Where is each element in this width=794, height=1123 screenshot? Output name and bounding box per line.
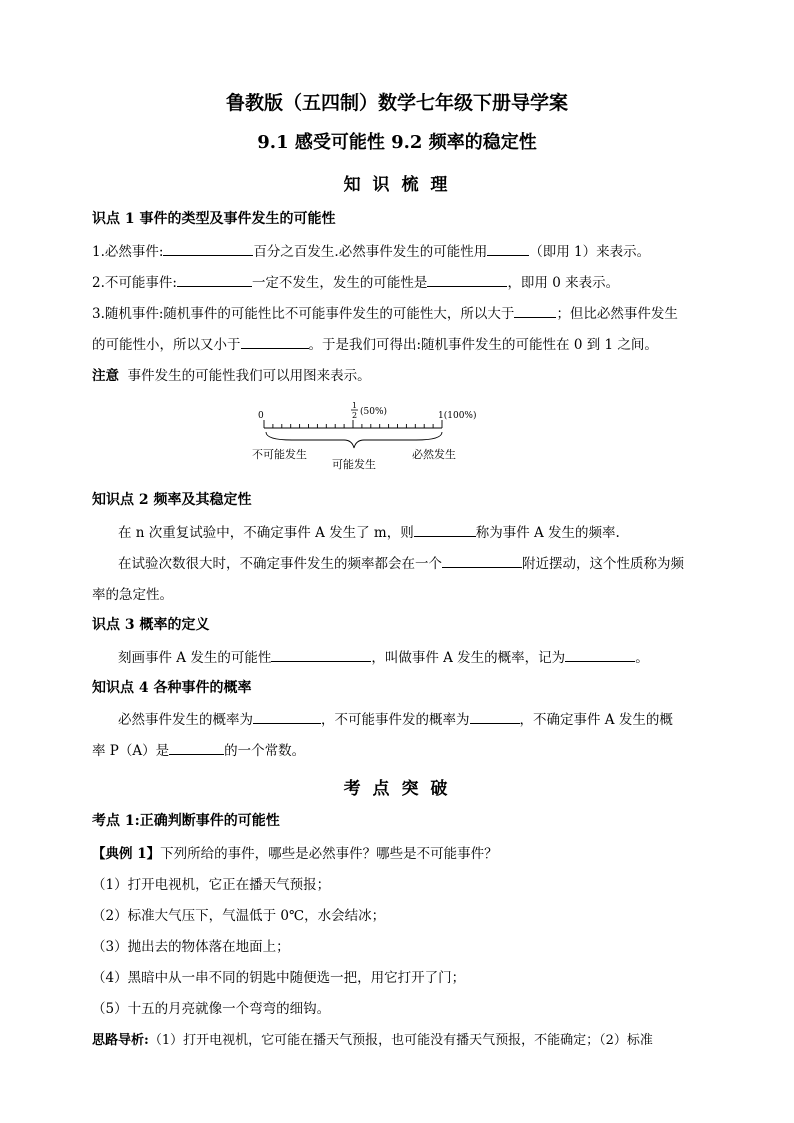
document-title: 鲁教版（五四制）数学七年级下册导学案 bbox=[225, 92, 568, 114]
analysis bbox=[92, 1029, 653, 1048]
label-half-numerator: 1 bbox=[352, 402, 358, 410]
fill-blank[interactable] bbox=[241, 336, 309, 349]
analysis-label: 思路导析: bbox=[92, 1033, 149, 1048]
kp1-line-1 bbox=[92, 240, 650, 260]
scale-ticks bbox=[264, 420, 442, 428]
label-impossible: 不可能发生 bbox=[252, 448, 307, 461]
text: 一定不发生，发生的可能性是 bbox=[251, 275, 428, 291]
kp2-heading: 知识点 2 频率及其稳定性 bbox=[92, 492, 252, 508]
text: 事件发生的可能性我们可以用图来表示。 bbox=[127, 368, 371, 384]
probability-scale-svg bbox=[252, 402, 488, 474]
text: 3.随机事件:随机事件的可能性比不可能事件发生的可能性大，所以大于 bbox=[92, 306, 515, 322]
label-one: 1(100%) bbox=[438, 411, 477, 421]
text: ，即用 0 来表示。 bbox=[507, 275, 620, 291]
fill-blank[interactable] bbox=[169, 742, 224, 755]
fill-blank[interactable] bbox=[427, 274, 507, 287]
probability-scale-diagram bbox=[252, 402, 488, 474]
text: 在试验次数很大时，不确定事件发生的频率都会在一个 bbox=[118, 556, 442, 572]
text: 附近摆动，这个性质称为频 bbox=[522, 556, 684, 572]
text: ，不可能事件发的概率为 bbox=[321, 712, 470, 728]
fill-blank[interactable] bbox=[442, 555, 522, 568]
kp4-heading: 知识点 4 各种事件的概率 bbox=[92, 680, 252, 696]
text: 的可能性小，所以又小于 bbox=[92, 337, 241, 353]
kp4-para-cont bbox=[92, 739, 305, 759]
lesson-subtitle: 9.1 感受可能性 9.2 频率的稳定性 bbox=[257, 132, 537, 153]
text: 。 bbox=[635, 650, 649, 666]
fill-blank[interactable] bbox=[163, 243, 253, 256]
text: 称为事件 A 发生的频率. bbox=[475, 525, 620, 541]
text: ，不确定事件 A 发生的概 bbox=[519, 712, 673, 728]
fill-blank[interactable] bbox=[514, 305, 556, 318]
text: ，叫做事件 A 发生的概率，记为 bbox=[371, 650, 566, 666]
text: 刻画事件 A 发生的可能性 bbox=[118, 650, 272, 666]
example-item: （3）抛出去的物体落在地面上； bbox=[92, 939, 290, 955]
text: 率 P（A）是 bbox=[92, 743, 170, 759]
kp4-para bbox=[118, 708, 673, 728]
text: 下列所给的事件，哪些是必然事件？哪些是不可能事件？ bbox=[160, 846, 498, 862]
text: （1）打开电视机，它可能在播天气预报，也可能没有播天气预报，不能确定；（2）标准 bbox=[148, 1033, 653, 1048]
text: 2.不可能事件: bbox=[92, 275, 177, 291]
example-item: （2）标准大气压下，气温低于 0℃，水会结冰； bbox=[92, 908, 386, 924]
fill-blank[interactable] bbox=[470, 711, 520, 724]
example-item: （4）黑暗中从一串不同的钥匙中随便选一把，用它打开了门； bbox=[92, 970, 466, 986]
label-certain: 必然发生 bbox=[412, 448, 456, 461]
text: 必然事件发生的概率为 bbox=[118, 712, 253, 728]
kp1-line-2 bbox=[92, 271, 619, 291]
label-possible: 可能发生 bbox=[332, 458, 376, 471]
possible-brace bbox=[266, 432, 442, 448]
kp3-para bbox=[118, 646, 649, 666]
text: ；但比必然事件发生 bbox=[556, 306, 678, 322]
section-header-exam: 考 点 突 破 bbox=[343, 779, 451, 799]
label-half-percent: (50%) bbox=[360, 407, 388, 417]
fill-blank[interactable] bbox=[565, 649, 635, 662]
kp1-heading: 识点 1 事件的类型及事件发生的可能性 bbox=[92, 211, 336, 227]
fill-blank[interactable] bbox=[271, 649, 371, 662]
label-half-denominator: 2 bbox=[352, 411, 358, 420]
exam-point-1-heading: 考点 1:正确判断事件的可能性 bbox=[92, 813, 280, 829]
fill-blank[interactable] bbox=[487, 243, 529, 256]
example-item: （5）十五的月亮就像一个弯弯的细钩。 bbox=[92, 1001, 331, 1017]
section-header-knowledge: 知 识 梳 理 bbox=[343, 175, 451, 195]
fill-blank[interactable] bbox=[253, 711, 321, 724]
text: 1.必然事件: bbox=[92, 244, 164, 260]
example-label: 【典例 1】 bbox=[92, 846, 161, 862]
text: 在 n 次重复试验中，不确定事件 A 发生了 m，则 bbox=[118, 525, 414, 541]
kp1-note bbox=[92, 364, 371, 384]
fill-blank[interactable] bbox=[414, 524, 476, 537]
fill-blank[interactable] bbox=[177, 274, 252, 287]
kp2-para-1 bbox=[118, 521, 620, 541]
example-1 bbox=[92, 842, 498, 862]
text: （即用 1）来表示。 bbox=[529, 244, 651, 260]
text: 百分之百发生.必然事件发生的可能性用 bbox=[253, 244, 488, 260]
kp2-para-2 bbox=[118, 552, 684, 572]
kp1-line-3 bbox=[92, 302, 678, 322]
text: 。于是我们可得出:随机事件发生的可能性在 0 到 1 之间。 bbox=[308, 337, 658, 353]
note-label: 注意 bbox=[92, 368, 119, 384]
kp3-heading: 识点 3 概率的定义 bbox=[92, 617, 210, 633]
kp2-para-2-cont: 率的急定性。 bbox=[92, 587, 173, 603]
example-item: （1）打开电视机，它正在播天气预报； bbox=[92, 877, 331, 893]
kp1-line-4 bbox=[92, 333, 658, 353]
text: 的一个常数。 bbox=[224, 743, 306, 759]
label-zero: 0 bbox=[258, 411, 264, 421]
